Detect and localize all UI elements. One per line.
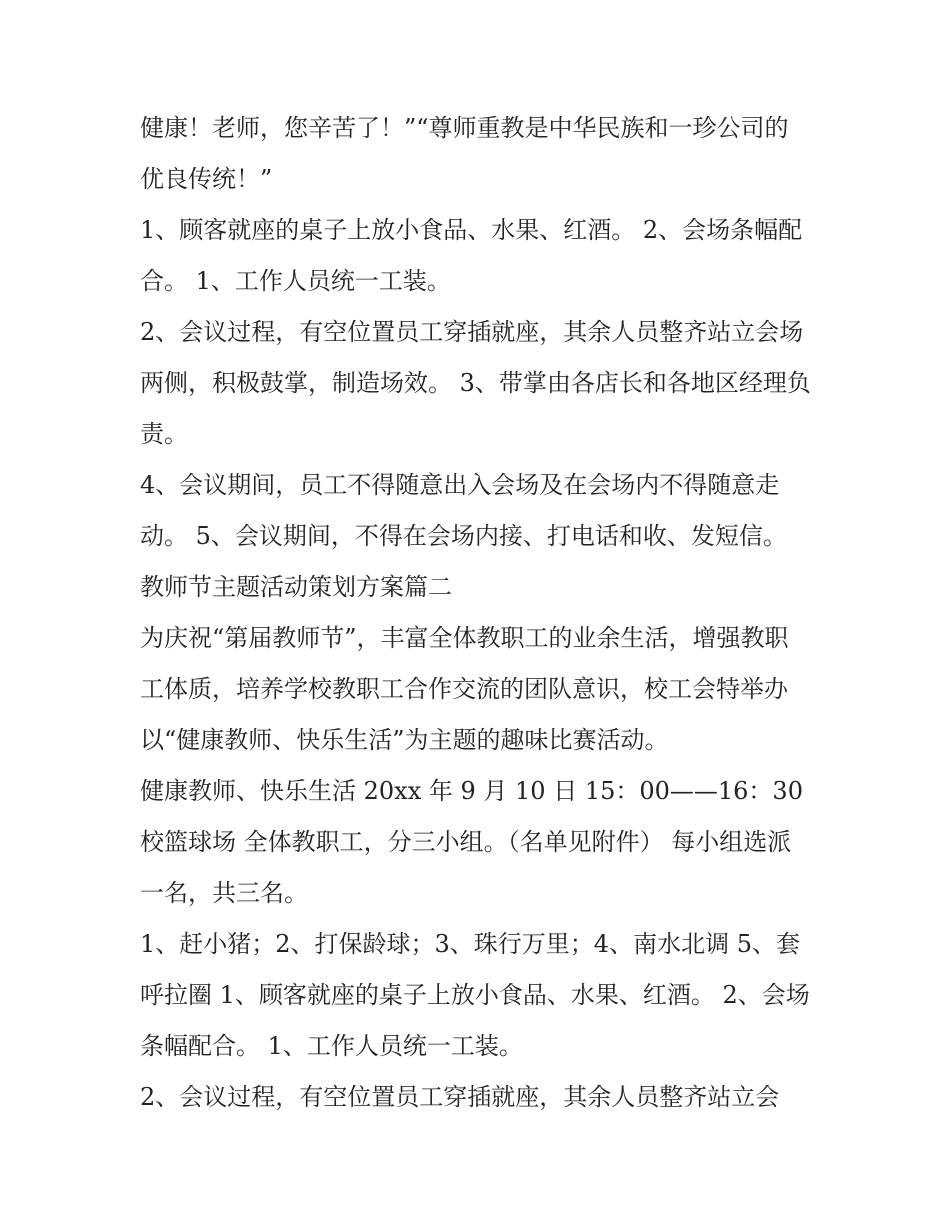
- paragraph-event-details: 健康教师、快乐生活 20xx 年 9 月 10 日 15：00——16：30 校篮球场 全体教职工，分三小组。（名单见附件） 每小组选派一名，共三名。: [140, 777, 803, 907]
- paragraph-meeting-process-repeat: 2、会议过程，有空位置员工穿插就座，其余人员整齐站立会: [140, 1083, 780, 1111]
- section-heading: 教师节主题活动策划方案篇二: [140, 573, 452, 601]
- paragraph-greeting: 健康！老师，您辛苦了！”“尊师重教是中华民族和一珍公司的优良传统！”: [140, 114, 789, 193]
- paragraph-intro: 为庆祝“第届教师节”，丰富全体教职工的业余生活，增强教职工体质，培养学校教职工合作交流的团队意识，校工会特举办以“健康教师、快乐生活”为主题的趣味比赛活动。: [140, 624, 789, 754]
- paragraph-meeting-process: 2、会议过程，有空位置员工穿插就座，其余人员整齐站立会场两侧，积极鼓掌，制造场效。 3、带掌由各店长和各地区经理负责。: [140, 318, 811, 448]
- paragraph-meeting-rules: 4、会议期间，员工不得随意出入会场及在会场内不得随意走动。 5、会议期间，不得在会场内接、打电话和收、发短信。: [140, 471, 787, 550]
- document-body: [140, 103, 812, 1123]
- paragraph-activities: 1、赶小猪；2、打保龄球；3、珠行万里；4、南水北调 5、套呼拉圈 1、顾客就座的桌子上放小食品、水果、红酒。 2、会场条幅配合。 1、工作人员统一工装。: [140, 930, 810, 1060]
- paragraph-table-setup: 1、顾客就座的桌子上放小食品、水果、红酒。 2、会场条幅配合。 1、工作人员统一工装。: [140, 216, 803, 295]
